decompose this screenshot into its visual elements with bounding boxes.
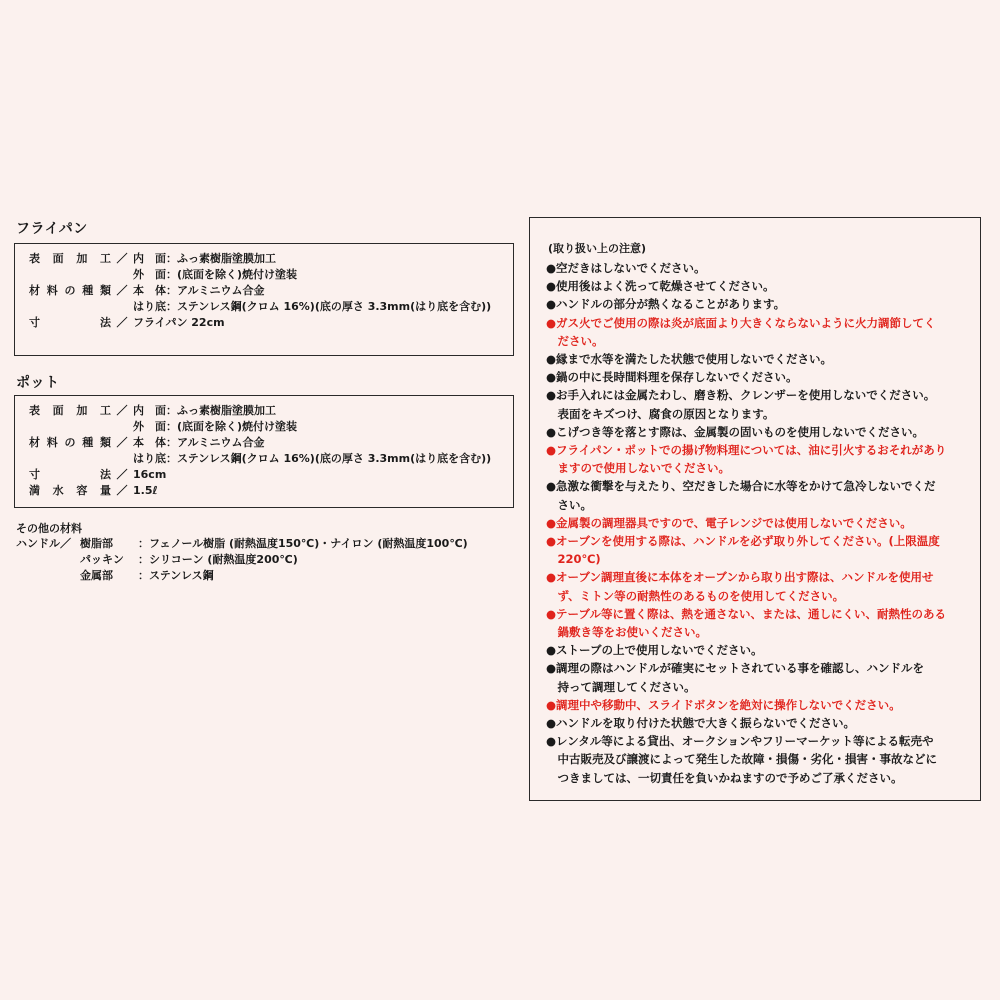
spec-label: 材料の種類 bbox=[29, 436, 111, 449]
pot-spec-box bbox=[14, 395, 514, 508]
caution-line: 中古販売及び譲渡によって発生した故障・損傷・劣化・損害・事故などに bbox=[546, 752, 937, 767]
material-part: 金属部 bbox=[80, 569, 113, 582]
caution-line: ●鍋の中に長時間料理を保存しないでください。 bbox=[546, 370, 798, 385]
caution-line: ●ストーブの上で使用しないでください。 bbox=[546, 643, 763, 658]
spec-slash: ／ bbox=[116, 316, 128, 329]
material-label: ハンドル／ bbox=[16, 537, 71, 550]
material-row bbox=[16, 536, 468, 552]
spec-label: 表面加工 bbox=[29, 252, 111, 265]
material-row bbox=[16, 568, 214, 584]
material-part: パッキン bbox=[80, 553, 124, 566]
spec-value: はり底：ステンレス鋼(クロム 16%)(底の厚さ 3.3mm(はり底を含む)) bbox=[133, 300, 492, 313]
other-materials-title: その他の材料 bbox=[16, 522, 82, 535]
spec-slash: ／ bbox=[116, 484, 128, 497]
caution-line: ●縁まで水等を満たした状態で使用しないでください。 bbox=[546, 352, 833, 366]
material-part: 樹脂部 bbox=[80, 537, 113, 550]
caution-line: ●フライパン・ポットでの揚げ物料理については、油に引火するおそれがあり bbox=[546, 443, 947, 457]
caution-line: ●ハンドルを取り付けた状態で大きく振らないでください。 bbox=[546, 716, 856, 730]
caution-line: 表面をキズつけ、腐食の原因となります。 bbox=[546, 406, 775, 421]
caution-box bbox=[529, 217, 981, 801]
caution-line: ●レンタル等による貸出、オークションやフリーマーケット等による転売や bbox=[546, 734, 934, 749]
caution-line: 220℃) bbox=[546, 552, 601, 567]
spec-value: 外 面：(底面を除く)焼付け塗装 bbox=[133, 420, 298, 433]
caution-line: ●ハンドルの部分が熱くなることがあります。 bbox=[546, 297, 786, 312]
spec-value: 内 面：ふっ素樹脂塗膜加工 bbox=[133, 252, 276, 265]
caution-line: ●こげつき等を落とす際は、金属製の固いものを使用しないでください。 bbox=[546, 424, 925, 439]
caution-line: ●使用後はよく洗って乾燥させてください。 bbox=[546, 279, 775, 294]
spec-slash: ／ bbox=[116, 404, 128, 417]
pot-title: ポット bbox=[16, 375, 60, 391]
caution-title: (取り扱い上の注意) bbox=[548, 242, 647, 255]
spec-value: 本 体：アルミニウム合金 bbox=[133, 436, 265, 449]
spec-value: 本 体：アルミニウム合金 bbox=[133, 284, 265, 297]
spec-label: 表面加工 bbox=[29, 404, 111, 417]
caution-line: ●調理中や移動中、スライドボタンを絶対に操作しないでください。 bbox=[546, 697, 901, 712]
material-row bbox=[16, 552, 298, 568]
spec-label: 材料の種類 bbox=[29, 284, 111, 297]
spec-label: 寸法 bbox=[29, 316, 111, 329]
caution-line: 鍋敷き等をお使いください。 bbox=[546, 625, 707, 639]
caution-line: ず、ミトン等の耐熱性のあるものを使用してください。 bbox=[546, 588, 845, 603]
caution-line: ●金属製の調理器具ですので、電子レンジでは使用しないでください。 bbox=[546, 515, 912, 530]
spec-label: 満水容量 bbox=[29, 484, 111, 497]
caution-line: ●テーブル等に置く際は、熱を通さない、または、通しにくい、耐熱性のある bbox=[546, 606, 946, 621]
spec-value: 外 面：(底面を除く)焼付け塗装 bbox=[133, 268, 298, 281]
material-value: ：フェノール樹脂 (耐熱温度150℃)・ナイロン (耐熱温度100℃) bbox=[138, 537, 468, 550]
caution-line: ●調理の際はハンドルが確実にセットされている事を確認し、ハンドルを bbox=[546, 661, 925, 676]
caution-line: ●急激な衝撃を与えたり、空だきした場合に水等をかけて急冷しないでくだ bbox=[546, 479, 936, 494]
spec-slash: ／ bbox=[116, 284, 128, 297]
spec-value: 1.5ℓ bbox=[133, 484, 158, 497]
spec-value: 16cm bbox=[133, 468, 167, 481]
frypan-title: フライパン bbox=[16, 221, 88, 237]
frypan-spec-box bbox=[14, 243, 514, 356]
caution-line: ●空だきはしないでください。 bbox=[546, 261, 706, 275]
caution-line: つきましては、一切責任を負いかねますので予めご了承ください。 bbox=[546, 770, 903, 785]
spec-value: 内 面：ふっ素樹脂塗膜加工 bbox=[133, 404, 276, 417]
spec-slash: ／ bbox=[116, 436, 128, 449]
caution-line: ●オーブン調理直後に本体をオーブンから取り出す際は、ハンドルを使用せ bbox=[546, 570, 934, 585]
caution-line: ますので使用しないでください。 bbox=[546, 461, 730, 476]
caution-line: ●ガス火でご使用の際は炎が底面より大きくならないように火力調節してく bbox=[546, 315, 936, 330]
spec-slash: ／ bbox=[116, 252, 128, 265]
caution-line: ださい。 bbox=[546, 333, 604, 348]
spec-value: はり底：ステンレス鋼(クロム 16%)(底の厚さ 3.3mm(はり底を含む)) bbox=[133, 452, 492, 465]
caution-line: ●お手入れには金属たわし、磨き粉、クレンザーを使用しないでください。 bbox=[546, 388, 936, 403]
caution-line: ●オーブンを使用する際は、ハンドルを必ず取り外してください。(上限温度 bbox=[546, 534, 940, 548]
material-value: ：シリコーン (耐熱温度200℃) bbox=[138, 553, 298, 566]
spec-slash: ／ bbox=[116, 468, 128, 481]
caution-line: 持って調理してください。 bbox=[546, 679, 696, 694]
spec-value: フライパン 22cm bbox=[133, 316, 225, 329]
spec-label: 寸法 bbox=[29, 468, 111, 481]
material-value: ：ステンレス鋼 bbox=[138, 569, 214, 582]
caution-line: さい。 bbox=[546, 497, 592, 512]
